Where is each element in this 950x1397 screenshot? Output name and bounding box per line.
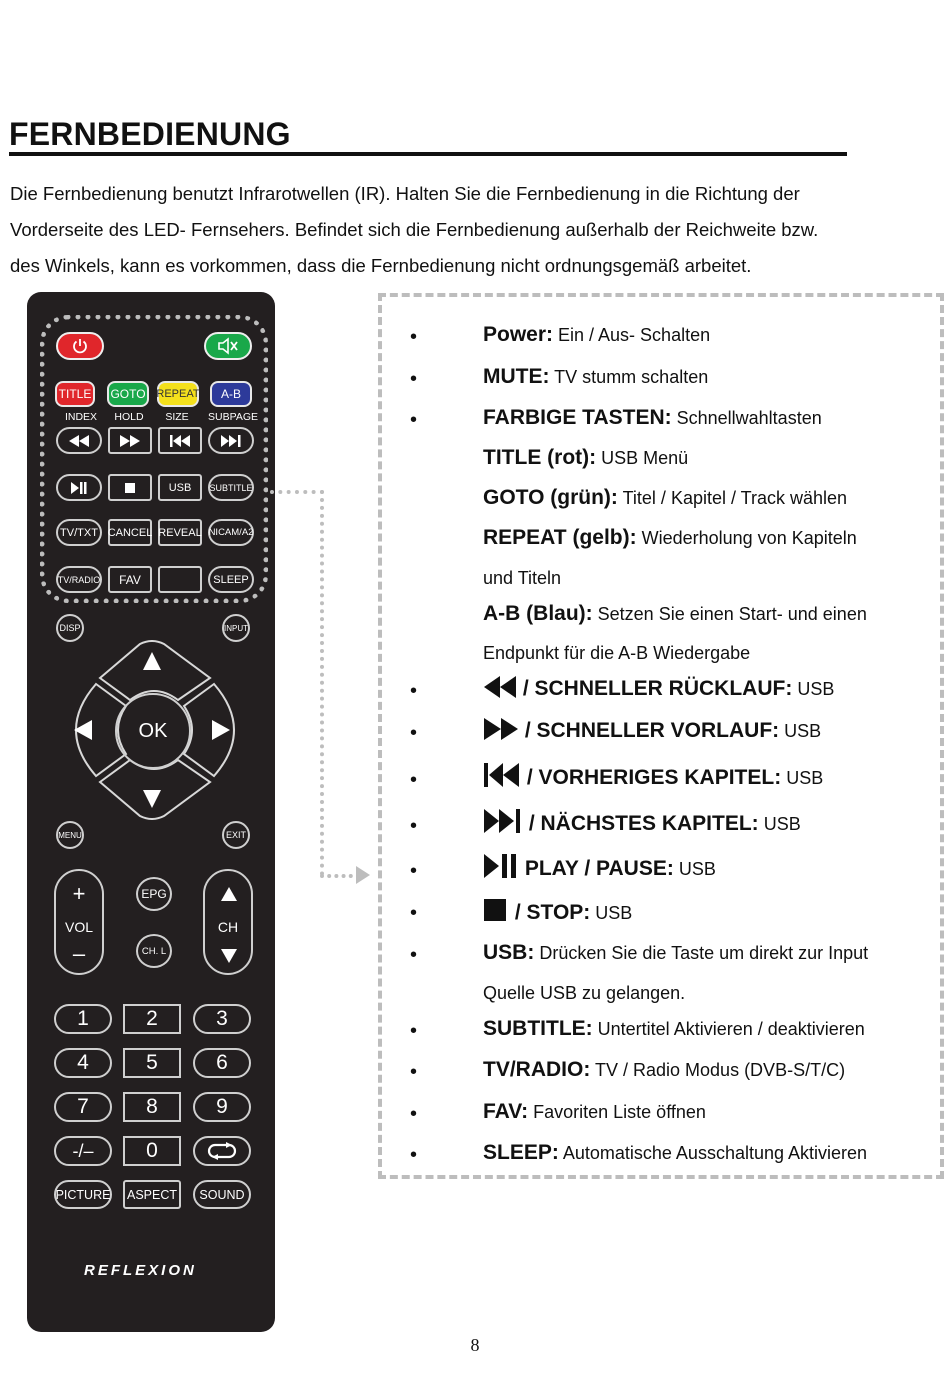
- item-text: USB Menü: [596, 448, 689, 468]
- item-label: A-B (Blau):: [483, 602, 593, 625]
- item-text: Setzen Sie einen Start- und einen: [592, 604, 867, 624]
- item-label: GOTO (grün):: [483, 486, 618, 509]
- page-number: 8: [470, 1335, 480, 1355]
- previous-icon: [483, 763, 521, 787]
- up-arrow-icon: [143, 652, 161, 670]
- brand-logo: REFLEXION: [84, 1262, 197, 1279]
- rewind-button: [56, 427, 102, 454]
- item-text: USB: [792, 679, 835, 699]
- item-text: Wiederholung von Kapiteln: [636, 528, 857, 548]
- mute-button: [204, 332, 252, 360]
- item-color-keys: [483, 406, 822, 430]
- right-arrow-icon: [212, 720, 230, 740]
- epg-button: EPG: [136, 877, 172, 911]
- exit-button: EXIT: [222, 821, 250, 849]
- mute-icon: [217, 337, 239, 355]
- index-label: INDEX: [64, 411, 98, 423]
- sound-button: SOUND: [193, 1180, 251, 1209]
- next-icon: [220, 435, 242, 447]
- title-underline: [9, 152, 847, 156]
- next-chapter-button: [208, 427, 254, 454]
- item-label: / SCHNELLER RÜCKLAUF:: [517, 677, 793, 700]
- bullet: •: [410, 815, 418, 837]
- item-repeat: [483, 526, 857, 550]
- recall-icon: [206, 1142, 238, 1160]
- rewind-icon: [68, 435, 90, 447]
- item-text: Schnellwahltasten: [671, 408, 822, 428]
- item-next: [483, 809, 801, 836]
- repeat-color-button: REPEAT: [157, 381, 199, 407]
- item-text: Favoriten Liste öffnen: [528, 1102, 706, 1122]
- channel-rocker: [203, 869, 253, 975]
- item-ab-cont: [483, 641, 750, 665]
- item-sleep: [483, 1141, 867, 1165]
- connector-line: [320, 490, 324, 876]
- aspect-button: ASPECT: [123, 1180, 181, 1209]
- item-stop: [483, 898, 632, 925]
- volume-rocker: [54, 869, 104, 975]
- item-mute: [483, 365, 708, 389]
- bullet: •: [410, 1020, 418, 1042]
- input-button: INPUT: [222, 614, 250, 642]
- item-subtitle: [483, 1017, 865, 1041]
- stop-icon: [124, 482, 136, 494]
- item-text: Titel / Kapitel / Track wählen: [617, 488, 848, 508]
- previous-chapter-button: [158, 427, 202, 454]
- item-text: USB: [758, 814, 801, 834]
- ok-button: OK: [115, 693, 191, 769]
- bullet: •: [410, 860, 418, 882]
- down-arrow-icon: [143, 790, 161, 808]
- number-button: 2: [123, 1004, 181, 1034]
- tvradio-button: TV/RADIO: [56, 566, 102, 593]
- item-text: TV / Radio Modus (DVB-S/T/C): [590, 1060, 846, 1080]
- item-label: / VORHERIGES KAPITEL:: [521, 766, 782, 789]
- connector-line: [270, 490, 324, 494]
- size-label: SIZE: [165, 411, 189, 423]
- item-label: FARBIGE TASTEN:: [483, 406, 672, 429]
- connector-arrow-icon: [356, 866, 370, 884]
- item-label: FAV:: [483, 1100, 529, 1123]
- item-label: REPEAT (gelb):: [483, 526, 637, 549]
- next-icon: [483, 809, 523, 833]
- cancel-button: CANCEL: [108, 519, 152, 546]
- stop-icon: [483, 898, 509, 922]
- number-button: 1: [54, 1004, 112, 1034]
- bullet: •: [410, 326, 418, 348]
- item-ab: [483, 602, 867, 626]
- item-text: USB: [590, 903, 633, 923]
- dash-button: -/–: [54, 1136, 112, 1166]
- item-tvradio: [483, 1058, 845, 1082]
- ch-down-icon: [221, 949, 237, 963]
- item-text: Ein / Aus- Schalten: [553, 325, 711, 345]
- intro-line: des Winkels, kann es vorkommen, dass die Fernbedienung nicht ordnungsgemäß arbeitet.: [10, 255, 752, 276]
- fast-forward-icon: [119, 435, 141, 447]
- item-text: Automatische Ausschaltung Aktivieren: [558, 1143, 868, 1163]
- number-button: 3: [193, 1004, 251, 1034]
- item-usb: [483, 941, 868, 965]
- rewind-icon: [483, 676, 517, 698]
- sleep-button: SLEEP: [208, 566, 254, 593]
- stop-button: [108, 474, 152, 501]
- item-label: / SCHNELLER VORLAUF:: [519, 719, 780, 742]
- fast-forward-icon: [483, 718, 519, 740]
- picture-button: PICTURE: [54, 1180, 112, 1209]
- number-button: 6: [193, 1048, 251, 1078]
- bullet: •: [410, 722, 418, 744]
- ch-label: CH: [217, 919, 239, 935]
- item-play-pause: [483, 854, 716, 881]
- number-button: 7: [54, 1092, 112, 1122]
- nicam-button: NICAM/A2: [208, 519, 254, 546]
- bullet: •: [410, 1103, 418, 1125]
- power-icon: [71, 337, 89, 355]
- power-button: [56, 332, 104, 360]
- item-rewind: [483, 676, 834, 701]
- item-label: SUBTITLE:: [483, 1017, 593, 1040]
- item-text: USB: [779, 721, 822, 741]
- item-label: Power:: [483, 323, 554, 346]
- item-label: USB:: [483, 941, 535, 964]
- bullet: •: [410, 409, 418, 431]
- ch-up-icon: [221, 887, 237, 901]
- recall-button: [193, 1136, 251, 1166]
- hold-label: HOLD: [114, 411, 144, 423]
- bullet: •: [410, 680, 418, 702]
- intro-line: Vorderseite des LED- Fernsehers. Befindet sich die Fernbedienung außerhalb der Reichweite bzw.: [10, 219, 819, 240]
- fav-button: FAV: [108, 566, 152, 593]
- connector-line: [320, 874, 360, 878]
- number-button: 5: [123, 1048, 181, 1078]
- bullet: •: [410, 368, 418, 390]
- item-text: Endpunkt für die A-B Wiedergabe: [483, 643, 751, 663]
- item-label: / STOP:: [509, 901, 591, 924]
- vol-minus-label: –: [72, 941, 86, 966]
- menu-button: MENU: [56, 821, 84, 849]
- goto-color-button: GOTO: [107, 381, 149, 407]
- item-fav: [483, 1100, 706, 1124]
- subtitle-button: SUBTITLE: [208, 474, 254, 501]
- item-text: Quelle USB zu gelangen.: [483, 983, 686, 1003]
- vol-label: VOL: [64, 919, 93, 935]
- previous-icon: [169, 435, 191, 447]
- bullet: •: [410, 769, 418, 791]
- bullet: •: [410, 1061, 418, 1083]
- item-title: [483, 446, 688, 470]
- number-button: 0: [123, 1136, 181, 1166]
- bullet: •: [410, 902, 418, 924]
- reveal-button: REVEAL: [158, 519, 202, 546]
- item-repeat-cont: [483, 566, 561, 590]
- chl-button: CH. L: [136, 934, 172, 968]
- item-label: / NÄCHSTES KAPITEL:: [523, 812, 759, 835]
- item-goto: [483, 486, 847, 510]
- item-label: TITLE (rot):: [483, 446, 597, 469]
- usb-button: USB: [158, 474, 202, 501]
- fast-forward-button: [108, 427, 152, 454]
- item-usb-cont: [483, 981, 685, 1005]
- item-text: TV stumm schalten: [549, 367, 709, 387]
- tvtxt-button: TV/TXT: [56, 519, 102, 546]
- bullet: •: [410, 1144, 418, 1166]
- item-text: Drücken Sie die Taste um direkt zur Input: [534, 943, 869, 963]
- item-fast-forward: [483, 718, 821, 743]
- play-pause-icon: [70, 482, 88, 494]
- vol-plus-label: +: [72, 881, 86, 906]
- number-button: 9: [193, 1092, 251, 1122]
- disp-button: DISP: [56, 614, 84, 642]
- bullet: •: [410, 944, 418, 966]
- blank-button: [158, 566, 202, 593]
- item-text: USB: [781, 768, 824, 788]
- play-pause-button: [56, 474, 102, 501]
- number-button: 4: [54, 1048, 112, 1078]
- item-text: und Titeln: [483, 568, 562, 588]
- item-label: MUTE:: [483, 365, 550, 388]
- item-label: TV/RADIO:: [483, 1058, 591, 1081]
- ab-color-button: A-B: [210, 381, 252, 407]
- intro-line: Die Fernbedienung benutzt Infrarotwellen (IR). Halten Sie die Fernbedienung in die Richtung der: [10, 183, 800, 204]
- title-color-button: TITLE: [55, 381, 95, 407]
- number-button: 8: [123, 1092, 181, 1122]
- subpage-label: SUBPAGE: [208, 411, 258, 423]
- intro-paragraph: [10, 176, 930, 284]
- item-label: PLAY / PAUSE:: [519, 857, 674, 880]
- item-label: SLEEP:: [483, 1141, 559, 1164]
- play-pause-icon: [483, 854, 519, 878]
- item-text: USB: [673, 859, 716, 879]
- item-power: [483, 323, 710, 347]
- item-previous: [483, 763, 823, 790]
- item-text: Untertitel Aktivieren / deaktivieren: [592, 1019, 865, 1039]
- page-title: FERNBEDIENUNG: [9, 116, 291, 152]
